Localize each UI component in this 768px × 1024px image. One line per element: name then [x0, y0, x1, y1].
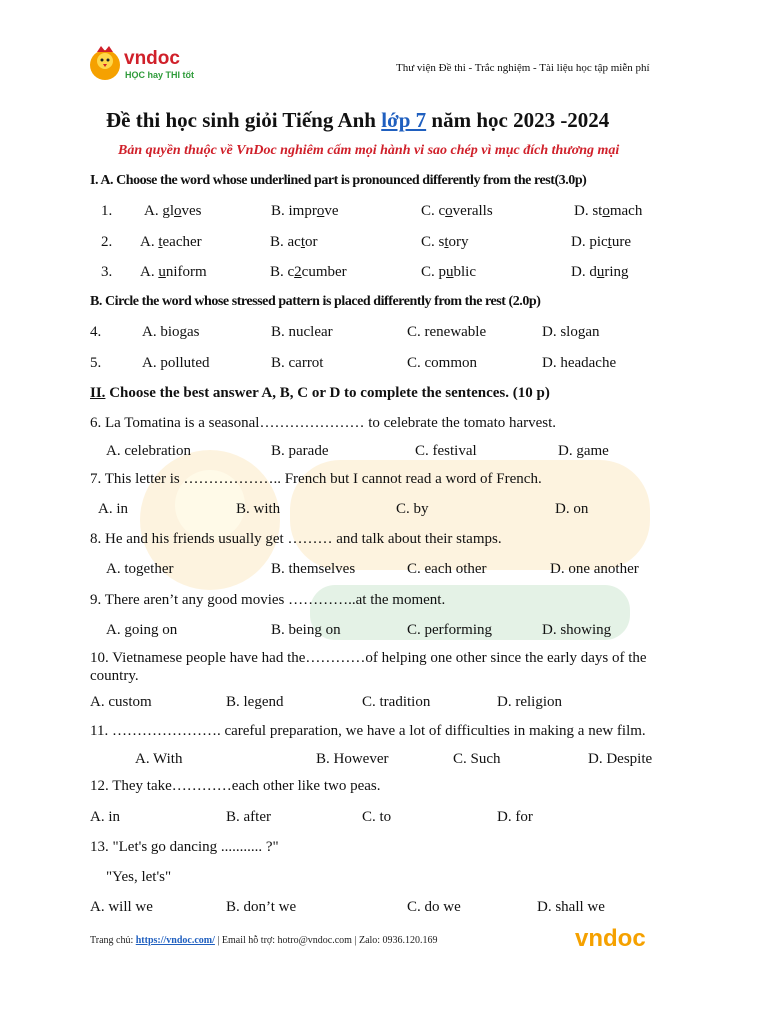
- section-1a-heading: I. A. Choose the word whose underlined part is pronounced differently from the rest(3.0p): [90, 173, 587, 188]
- q9-option-b: B. being on: [271, 622, 341, 638]
- q1-option-a: A. gloves: [144, 203, 202, 219]
- q12-option-c: C. to: [362, 809, 392, 825]
- q9-option-d: D. showing: [542, 622, 612, 638]
- q11-option-a: A. With: [135, 751, 183, 767]
- q10-option-a: A. custom: [90, 694, 152, 710]
- q1-option-d: D. stomach: [574, 203, 643, 219]
- q13-option-c: C. do we: [407, 899, 461, 915]
- q12-stem: 12. They take…………each other like two peas.: [90, 778, 381, 794]
- footer-vndoc-logo[interactable]: [575, 924, 667, 952]
- q8-stem: 8. He and his friends usually get ……… and talk about their stamps.: [90, 531, 502, 547]
- q13-option-d: D. shall we: [537, 899, 605, 915]
- q7-option-d: D. on: [555, 501, 589, 517]
- q9-option-c: C. performing: [407, 622, 492, 638]
- q13-option-a: A. will we: [90, 899, 153, 915]
- q10-stem-continued: country.: [90, 668, 139, 684]
- q3-option-c: C. public: [421, 264, 477, 280]
- q3-option-b: B. c2cumber: [270, 264, 347, 280]
- q6-option-d: D. game: [558, 443, 609, 459]
- header-tagline: Thư viện Đề thi - Trắc nghiệm - Tài liệu học tập miễn phí: [396, 62, 650, 74]
- q9-option-a: A. going on: [106, 622, 178, 638]
- q3-option-a: A. uniform: [140, 264, 207, 280]
- grade-link[interactable]: lớp 7: [381, 108, 427, 132]
- logo-slogan: HỌC hay THI tốt: [125, 70, 194, 80]
- q13-stem: 13. "Let's go dancing ........... ?": [90, 839, 279, 855]
- q6-stem: 6. La Tomatina is a seasonal………………… to celebrate the tomato harvest.: [90, 415, 557, 431]
- footer-info: Trang chủ: https://vndoc.com/ | Email hỗ trợ: hotro@vndoc.com | Zalo: 0936.120.169: [90, 935, 438, 946]
- q5-option-b: B. carrot: [271, 355, 324, 371]
- page-title: Đề thi học sinh giỏi Tiếng Anh lớp 7 năm học 2023 -2024: [106, 108, 610, 132]
- section-1b-heading: B. Circle the word whose stressed pattern is placed differently from the rest (2.0p): [90, 294, 541, 309]
- q7-option-b: B. with: [236, 501, 281, 517]
- footer-logo-text: vndoc: [575, 925, 646, 952]
- copyright-notice: Bản quyền thuộc về VnDoc nghiêm cấm mọi hành vi sao chép vì mục đích thương mại: [118, 143, 620, 158]
- q2-option-a: A. teacher: [140, 234, 202, 250]
- q4-option-a: A. biogas: [142, 324, 200, 340]
- q2-number: 2.: [101, 234, 113, 250]
- q7-option-c: C. by: [396, 501, 429, 517]
- q4-option-c: C. renewable: [407, 324, 487, 340]
- q1-option-c: C. coveralls: [421, 203, 493, 219]
- q8-option-b: B. themselves: [271, 561, 356, 577]
- q6-option-a: A. celebration: [106, 443, 191, 459]
- q2-option-d: D. picture: [571, 234, 631, 250]
- q12-option-a: A. in: [90, 809, 120, 825]
- q5-option-d: D. headache: [542, 355, 617, 371]
- q8-option-a: A. together: [106, 561, 174, 577]
- q7-stem: 7. This letter is ……………….. French but I cannot read a word of French.: [90, 471, 542, 487]
- q10-option-d: D. religion: [497, 694, 562, 710]
- q3-option-d: D. during: [571, 264, 629, 280]
- logo-text: vndoc: [124, 48, 180, 69]
- q9-stem: 9. There aren’t any good movies …………..at the moment.: [90, 592, 446, 608]
- q13-option-b: B. don’t we: [226, 899, 297, 915]
- q10-option-c: C. tradition: [362, 694, 431, 710]
- homepage-link[interactable]: https://vndoc.com/: [135, 935, 215, 946]
- q3-number: 3.: [101, 264, 113, 280]
- q5-option-a: A. polluted: [142, 355, 210, 371]
- q11-option-b: B. However: [316, 751, 389, 767]
- q11-stem: 11. …………………. careful preparation, we have a lot of difficulties in making a new film.: [90, 723, 646, 739]
- vndoc-logo[interactable]: [88, 44, 238, 84]
- q12-option-b: B. after: [226, 809, 271, 825]
- q7-option-a: A. in: [98, 501, 128, 517]
- q10-option-b: B. legend: [226, 694, 284, 710]
- q1-option-b: B. improve: [271, 203, 339, 219]
- q6-option-b: B. parade: [271, 443, 329, 459]
- q12-option-d: D. for: [497, 809, 533, 825]
- q4-option-b: B. nuclear: [271, 324, 333, 340]
- q2-option-b: B. actor: [270, 234, 318, 250]
- q2-option-c: C. story: [421, 234, 469, 250]
- q10-stem: 10. Vietnamese people have had the…………of helping one other since the early days of the: [90, 650, 647, 666]
- q4-option-d: D. slogan: [542, 324, 600, 340]
- q5-number: 5.: [90, 355, 102, 371]
- q11-option-c: C. Such: [453, 751, 501, 767]
- q13-reply: "Yes, let's": [106, 869, 172, 885]
- section-2-heading: II. Choose the best answer A, B, C or D to complete the sentences. (10 p): [90, 385, 550, 401]
- q11-option-d: D. Despite: [588, 751, 653, 767]
- q6-option-c: C. festival: [415, 443, 477, 459]
- q5-option-c: C. common: [407, 355, 477, 371]
- q1-number: 1.: [101, 203, 113, 219]
- q8-option-c: C. each other: [407, 561, 487, 577]
- q4-number: 4.: [90, 324, 102, 340]
- q8-option-d: D. one another: [550, 561, 639, 577]
